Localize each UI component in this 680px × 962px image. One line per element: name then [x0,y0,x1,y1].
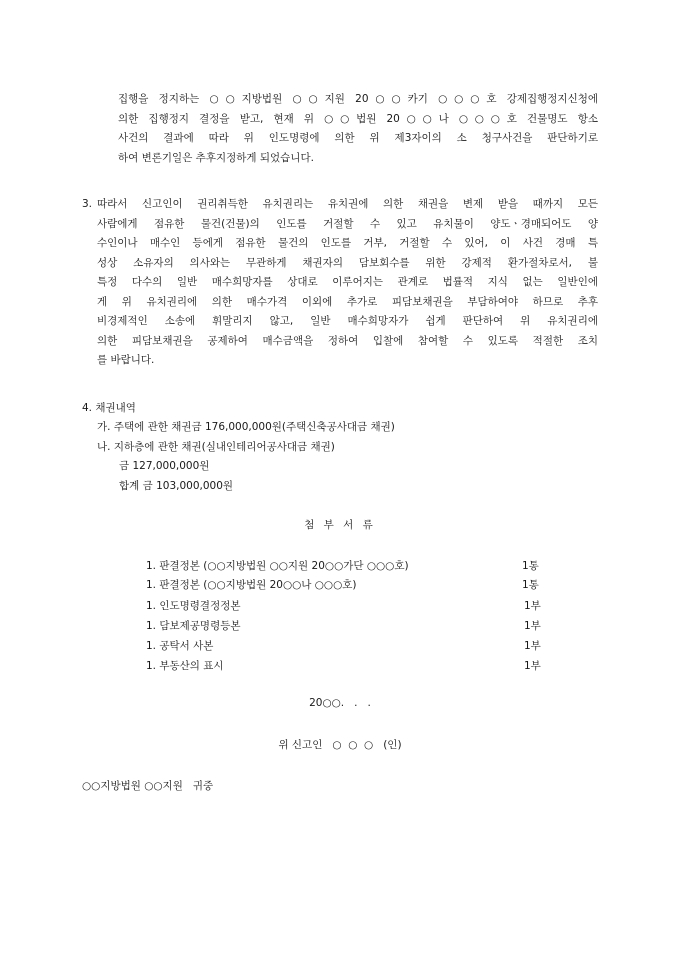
section-3-number: 3. [82,198,93,210]
claim-item-a: 가. 주택에 관한 채권금 176,000,000원(주택신축공사대금 채권) [97,421,395,433]
text-line: 집행을 정지하는 ○○지방법원 ○○지원 20○○카기 ○○○호 강제집행정지신청에 [118,93,598,105]
attachment-count: 1부 [524,600,541,612]
text-line: 를 바랍니다. [97,354,155,366]
continuation-paragraph [118,90,598,149]
claim-total: 합계 금 103,000,000원 [119,480,234,492]
attachment-item: 1. 공탁서 사본 [146,640,214,652]
text-line: 사람에게 점유한 물건(건물)의 인도를 거절할 수 있고 유치물이 양도ㆍ경매되어도 양 [97,217,598,230]
filing-date: 20○○. . . [309,697,371,709]
attachment-item: 1. 담보제공명령등본 [146,620,241,632]
text-line: 비경제적인 소송에 휘말리지 않고, 일반 매수희망자가 쉽게 판단하여 위 유치권리에 [97,315,598,327]
text-line: 의한 집행정지 결정을 받고, 현재 위 ○○법원 20○○나 ○○○호 건물명도 항소 [118,112,598,125]
attachment-item: 1. 인도명령결정정본 [146,600,241,612]
signature-line: 위 신고인 ○ ○ ○ (인) [278,739,402,751]
text-line: 사건의 결과에 따라 위 인도명령에 의한 위 제3자이의 소 청구사건을 판단하기로 [118,132,598,144]
section-3-body [97,195,598,371]
attachments-title: 첨 부 서 류 [304,519,376,531]
text-line: 하여 변론기일은 추후지정하게 되었습니다. [118,151,314,164]
text-line: 게 위 유치권리에 의한 매수가격 이외에 추가로 피담보채권을 부담하여야 하므로 추후 [97,295,598,308]
attachment-count: 1통 [522,560,539,572]
text-line: 성상 소유자의 의사와는 무관하게 채권자의 담보회수를 위한 강제적 환가절차로서, 불 [97,256,598,269]
claim-amount: 금 127,000,000원 [119,460,210,472]
text-line: 따라서 신고인이 권리취득한 유치권리는 유치권에 의한 채권을 변제 받을 때까지 모든 [97,198,598,210]
attachment-count: 1부 [524,640,541,652]
attachment-count: 1부 [524,620,541,632]
text-line: 특정 다수의 일반 매수희망자를 상대로 이루어지는 관계로 법률적 지식 없는 일반인에 [97,276,598,288]
attachment-item: 1. 부동산의 표시 [146,660,224,672]
text-line: 수인이나 매수인 등에게 점유한 물건의 인도를 거부, 거절할 수 있어, 이 사건 경매 특 [97,237,598,249]
section-4-heading: 4. 채권내역 [82,402,136,414]
text-line: 의한 피담보채권을 공제하여 매수금액을 정하여 입찰에 참여할 수 있도록 적절한 조치 [97,334,598,347]
claim-item-b: 나. 지하층에 관한 채권(실내인테리어공사대금 채권) [97,441,335,453]
attachment-count: 1통 [522,579,539,591]
attachment-count: 1부 [524,660,541,672]
continuation-last-line [118,149,314,169]
addressee: ○○지방법원 ○○지원 귀중 [82,780,214,792]
attachment-item: 1. 판결정본 (○○지방법원 20○○나 ○○○호) [146,579,357,591]
attachment-item: 1. 판결정본 (○○지방법원 ○○지원 20○○가단 ○○○호) [146,560,409,572]
